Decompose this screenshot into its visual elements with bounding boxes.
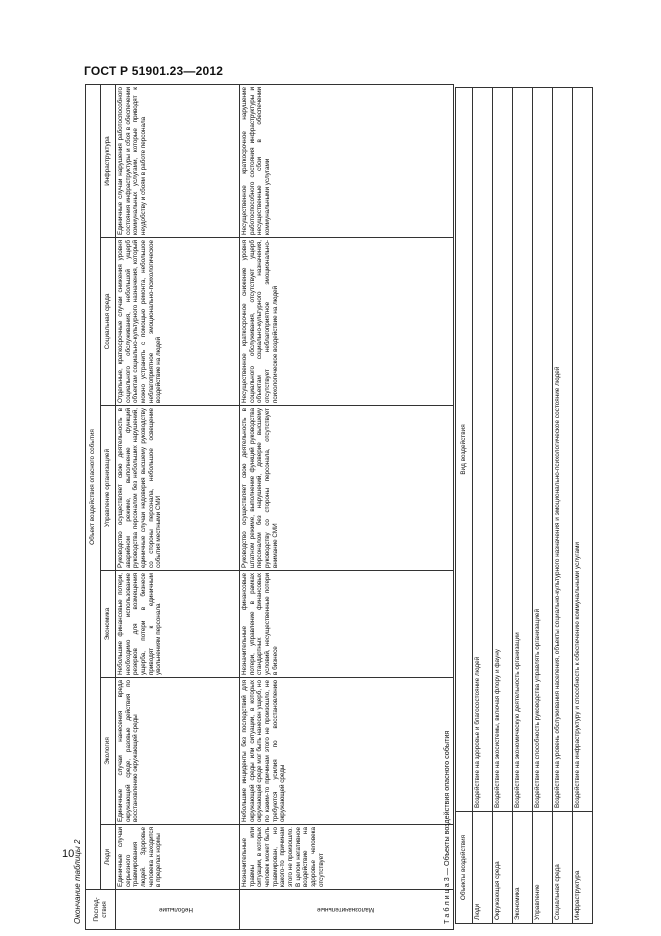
severity-cell — [240, 890, 454, 930]
table-cell: Незначительные финансовые потери, управление в рамках стандартных финансовых условий, несущественные потери в бизнесе — [240, 571, 454, 678]
table-row — [473, 88, 493, 924]
table3-header-type: Вид воздействия — [456, 88, 473, 812]
table3-object: Окружающая среда — [493, 812, 513, 924]
table3-title: Т а б л и ц а 3 — Объекты воздействия опасного события — [442, 730, 451, 924]
table-row — [116, 85, 240, 930]
table-row — [533, 88, 553, 924]
table3-object: Экономика — [513, 812, 533, 924]
table-cell: Отдельные, краткосрочные случаи снижения уровня социального обслуживания, небольшой ущерб объектам социально-культурного назначения, который можно устранить с помощью ремонта, небольшое неблагоприятное эмоционально-психологическое воздействие на людей — [116, 238, 240, 406]
table2-column-header: Экономика — [101, 571, 116, 678]
table-cell: Единичные случаи серьезного травмирования людей. Здоровье человека находится в пределах нормы — [116, 825, 240, 890]
table-cell: Незначительные травмы или ситуации, в которых человек может быть травмирован, но какого-то причинам этого не произошло. В целом негативное воздействие на здоровье человека отсутствует — [240, 825, 454, 890]
table2 — [85, 84, 454, 930]
table3-type: Воздействие на инфраструктуру и способность к обеспечению коммунальными услугами — [573, 88, 593, 812]
table2-continuation-title: Окончание таблицы 2 — [73, 839, 82, 924]
table2-column-header: Экология — [101, 678, 116, 825]
table3-type: Воздействие на уровень обслуживания населения, объекты социально-культурного назначения и эмоционально-психологическое состояние людей — [553, 88, 573, 812]
table2-header-object: Объект воздействия опасного события — [86, 85, 101, 890]
table3 — [455, 87, 593, 924]
document-header: ГОСТ Р 51901.23—2012 — [84, 64, 224, 78]
table3-type: Воздействие на экосистемы, включая флору и фауну — [493, 88, 513, 812]
page-number: 10 — [62, 848, 75, 860]
table3-type: Воздействие на экономическую деятельность организации — [513, 88, 533, 812]
table-row — [573, 88, 593, 924]
table-cell: Руководство осуществляет свою деятельность в аварийном режиме, выполнение функций руководства персоналом без небольших нарушений, единичные случаи недоверия высшему руководству со стороны персонала, небольшое освещение события местными СМИ — [116, 406, 240, 571]
table2-header-consequence: Послед-ствия — [86, 890, 116, 930]
table3-type: Воздействие на здоровье и благосостояние людей — [473, 88, 493, 812]
table2-column-header: Инфраструктура — [101, 85, 116, 238]
table-cell: Руководство осуществляет свою деятельность в штатном режиме, выполнение функций руководства персоналом без нарушений, доверие высшему руководству со стороны персонала, отсутствует внимание СМИ — [240, 406, 454, 571]
table-cell: Небольшие инциденты без последствий для окружающей среды или ситуации, в которых окружающей среде мог быть нанесен ущерб, но по каким-то причинам этого не произошло, не требуются усилия по восстановлению окружающей среды — [240, 678, 454, 825]
table-cell: Несущественное краткосрочное нарушение работоспособного состояния инфраструктуры и несущественные сбои в обеспечении коммунальными услугами — [240, 85, 454, 238]
table-row — [240, 85, 454, 930]
table-row — [513, 88, 533, 924]
table-cell: Единичные случаи нанесения вреда окружающей среде, разовые действия по восстановлению окружающей среды — [116, 678, 240, 825]
table3-object: Инфраструктура — [573, 812, 593, 924]
table3-type: Воздействие на способность руководства управлять организацией — [533, 88, 553, 812]
table-cell: Небольшие финансовые потери, необходимо использование резервов для возмещения ущерба, потери в бизнесе приводят к единичным увольнениям персонала — [116, 571, 240, 678]
rotated-page-content — [65, 85, 585, 930]
table3-header-objects: Объекты воздействия — [456, 812, 473, 924]
table-cell: Единичные случаи нарушения работоспособного состояния инфраструктуры и сбоя в обеспечении коммунальных услугами, которые приводят к неудобству и сбоям в работе персонала — [116, 85, 240, 238]
table-row — [553, 88, 573, 924]
severity-label: Небольшие — [159, 906, 194, 914]
table-cell: Несущественное краткосрочное снижение уровня социального обслуживания, отсутствует ущерб объектам социально-культурного назначения, отсутствует неблагоприятное эмоционально-психологическое воздействие на людей — [240, 238, 454, 406]
severity-label: Малозначительные — [316, 906, 374, 914]
table2-column-header: Социальная среда — [101, 238, 116, 406]
table-row — [493, 88, 513, 924]
table2-column-header: Люди — [101, 825, 116, 890]
table3-object: Управление — [533, 812, 553, 924]
table3-object: Социальная среда — [553, 812, 573, 924]
table2-column-header: Управление организацией — [101, 406, 116, 571]
severity-cell — [116, 890, 240, 930]
table3-object: Люди — [473, 812, 493, 924]
